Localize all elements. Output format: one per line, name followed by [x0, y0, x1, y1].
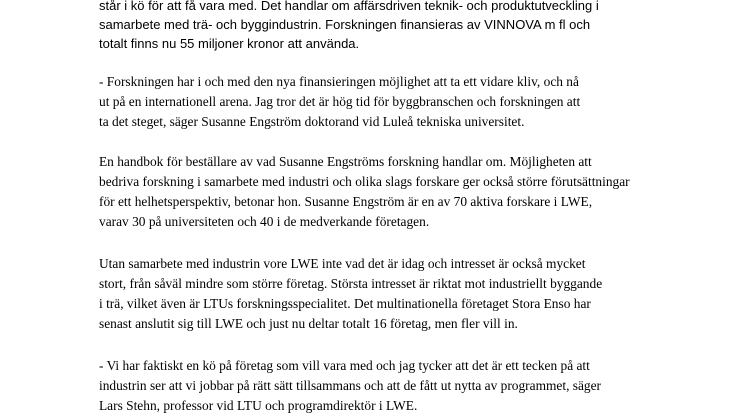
- paragraph-quote-stehn: [99, 356, 601, 416]
- text-line: samarbete med trä- och byggindustrin. Forskningen finansieras av VINNOVA m fl och: [99, 17, 591, 32]
- text-line: bedriva forskning i samarbete med industri och olika slags forskare ger också större förutsättningar: [99, 174, 630, 189]
- text-line: ut på en internationell arena. Jag tror det är hög tid för byggbranschen och forskningen att: [99, 94, 581, 109]
- text-line: - Forskningen har i och med den nya finansieringen möjlighet att ta ett vidare kliv, och nå: [99, 74, 579, 89]
- text-line: ta det steget, säger Susanne Engström doktorand vid Luleå tekniska universitet.: [99, 114, 525, 129]
- text-line: Utan samarbete med industrin vore LWE inte vad det är idag och intresset är också mycket: [99, 256, 586, 271]
- paragraph-handbook: [99, 152, 630, 232]
- text-line: för ett helhetsperspektiv, betonar hon. Susanne Engström är en av 70 aktiva forskare i LWE,: [99, 194, 593, 209]
- paragraph-quote-engstrom: [99, 72, 580, 132]
- text-line: En handbok för beställare av vad Susanne Engströms forskning handlar om. Möjligheten att: [99, 154, 592, 169]
- text-line: stort, från såväl mindre som större företag. Största intresset är riktat mot industriellt byggande: [99, 276, 603, 291]
- text-line: senast anslutit sig till LWE och just nu deltar totalt 16 företag, men fler vill in.: [99, 316, 518, 331]
- paragraph-intro: [99, 0, 599, 53]
- paragraph-industry: [99, 254, 602, 334]
- text-line: industrin ser att vi jobbar på rätt sätt tillsammans och att de fått ut nytta av programmet, säger: [99, 378, 602, 393]
- text-line: Lars Stehn, professor vid LTU och programdirektör i LWE.: [99, 398, 418, 413]
- text-line: varav 30 på universiteten och 40 i de medverkande företagen.: [99, 214, 430, 229]
- text-line: totalt finns nu 55 miljoner kronor att använda.: [99, 36, 360, 51]
- text-line: - Vi har faktiskt en kö på företag som vill vara med och jag tycker att det är ett tecken på att: [99, 358, 590, 373]
- text-line: står i kö för att få vara med. Det handlar om affärsdriven teknik- och produktutveckling i: [99, 0, 599, 13]
- text-line: i trä, vilket även är LTUs forskningsspecialitet. Det multinationella företaget Stora Enso har: [99, 296, 591, 311]
